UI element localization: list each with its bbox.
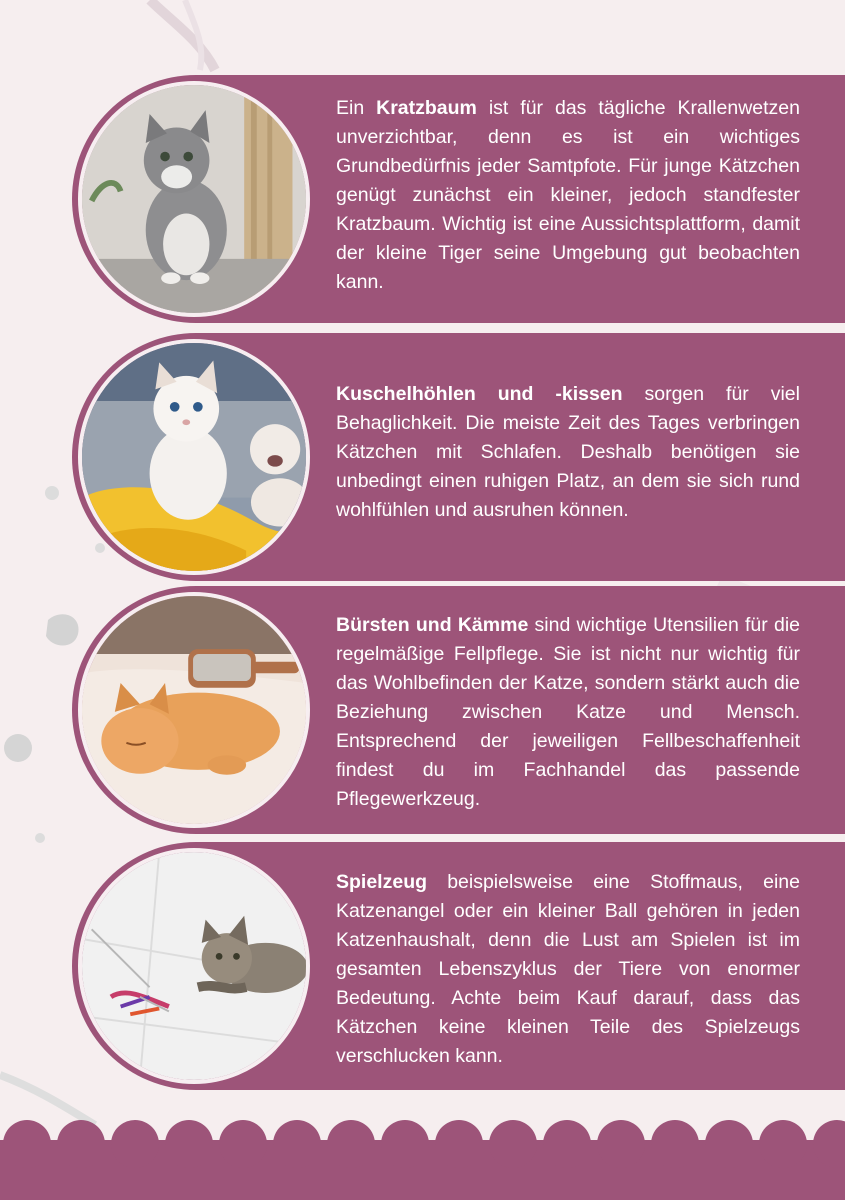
kittens-on-cushion-image	[78, 339, 310, 575]
kitten-playing-toy-image	[78, 848, 310, 1084]
card-text-body: sorgen für viel Behaglichkeit. Die meiste Zeit des Tages verbringen Kätzchen mit Schlafen. Deshalb benötigen sie unbedingt einen ruhigen Platz, an dem sie sich rund wohlfühlen und ausruhen können.	[336, 383, 800, 521]
card-keyword: Kuschelhöhlen und -kissen	[336, 383, 623, 405]
card-text-kuschelhoehlen	[336, 380, 800, 525]
card-text-body: beispielsweise eine Stoffmaus, eine Katzenangel oder ein kleiner Ball gehören in jeden Katzenhaushalt, denn die Lust am Spielen ist im gesamten Lebenszyklus der Tiere von enormer Bedeutung. Achte beim Kauf darauf, dass das Kätzchen keine kleinen Teile des Spielzeugs verschlucken kann.	[336, 871, 800, 1067]
kitten-scratching-post-image	[78, 81, 310, 317]
card-keyword: Bürsten und Kämme	[336, 614, 529, 636]
card-text-prefix: Ein	[336, 97, 377, 119]
card-keyword: Spielzeug	[336, 871, 428, 893]
card-keyword: Kratzbaum	[376, 97, 477, 119]
kitten-brushing-image	[78, 592, 310, 828]
card-text-body: ist für das tägliche Krallenwetzen unverzichtbar, denn es ist ein wichtiges Grundbedürfnis jeder Samtpfote. Für junge Kätzchen genügt zunächst ein kleiner, jedoch standfester Kratzbaum. Wichtig ist eine Aussichtsplattform, damit der kleine Tiger seine Umgebung gut beobachten kann.	[336, 97, 800, 293]
scalloped-footer-border	[0, 1120, 845, 1200]
card-text-body: sind wichtige Utensilien für die regelmäßige Fellpflege. Sie ist nicht nur wichtig für das Wohlbefinden der Katze, sondern stärkt auch die Beziehung zwischen Katze und Mensch. Entsprechend der jeweiligen Fellbeschaffenheit findest du im Fachhandel das passende Pflegewerkzeug.	[336, 614, 800, 810]
card-text-buersten	[336, 611, 800, 814]
card-text-kratzbaum	[336, 94, 800, 297]
card-text-spielzeug	[336, 868, 800, 1071]
